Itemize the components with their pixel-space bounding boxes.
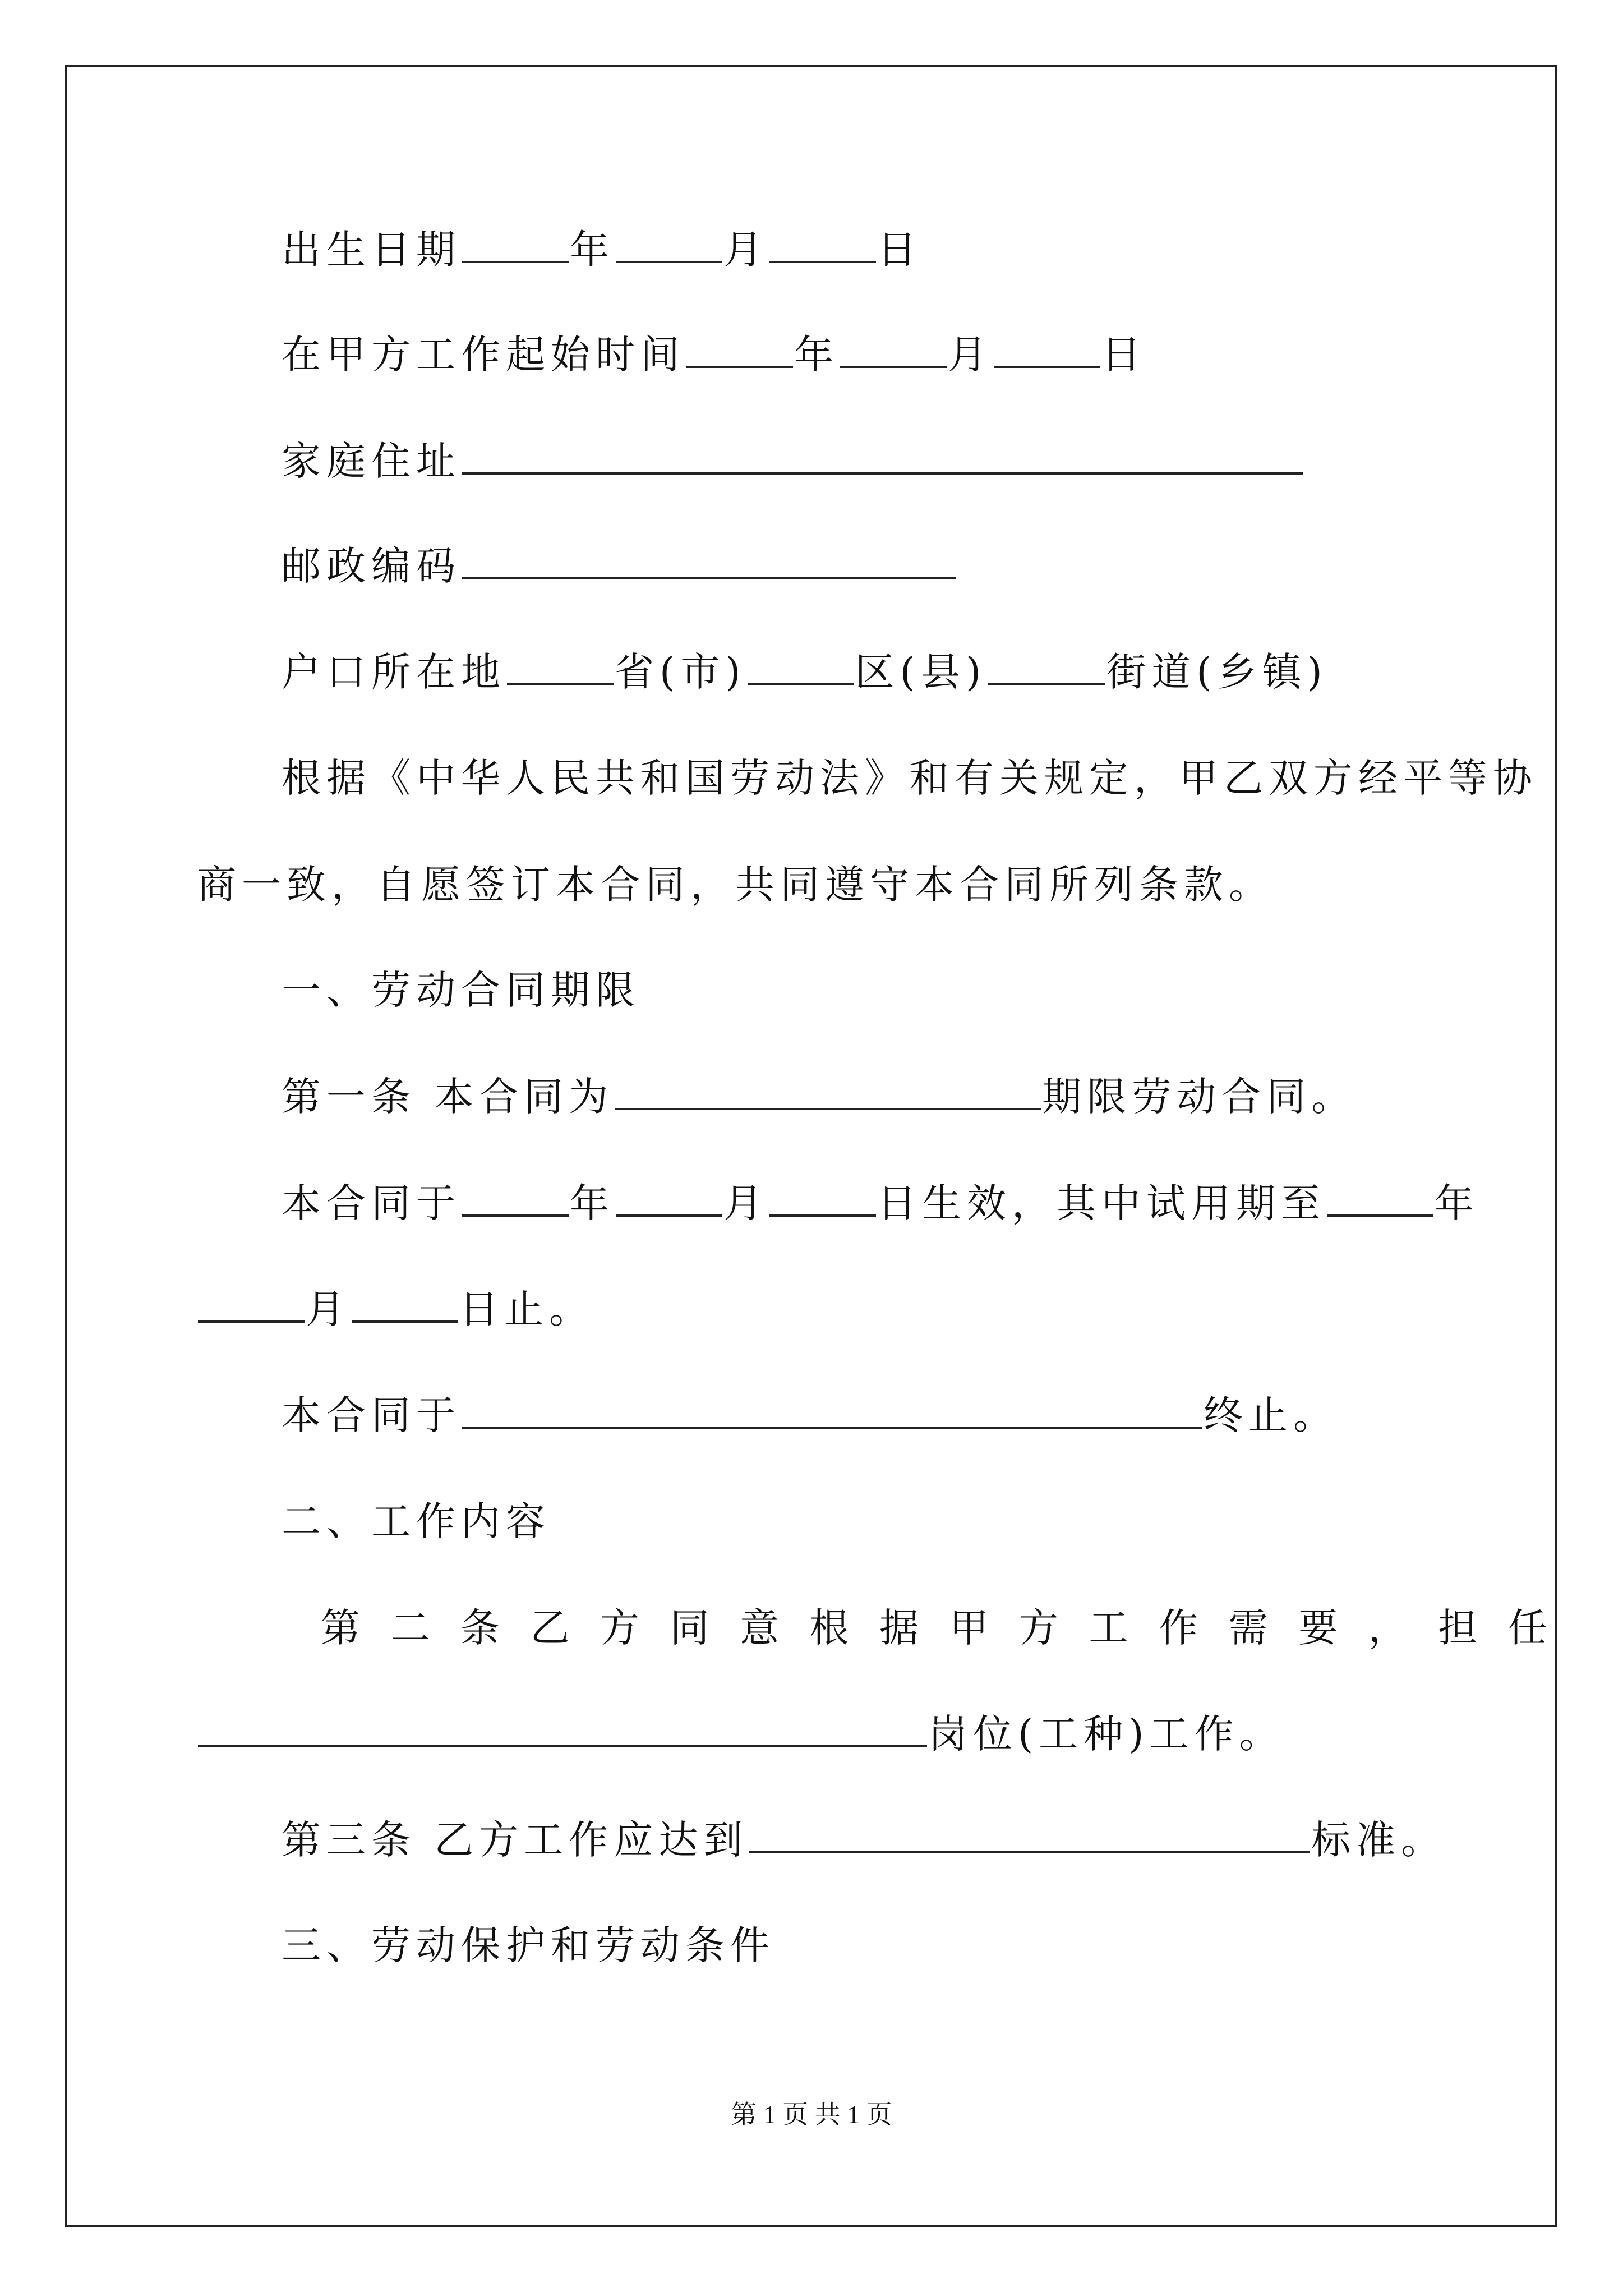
effective-line-2 [197,1284,594,1335]
address-line [282,436,1304,486]
month-label: 月 [948,332,993,378]
blank-field[interactable] [615,1073,1041,1110]
article-2-char: 根 [809,1605,849,1651]
article-2-char: 据 [879,1605,919,1651]
blank-field[interactable] [769,226,876,263]
intro-line-2: 商一致，自愿签订本合同，共同遵守本合同所列条款。 [197,862,1274,908]
article-2-char: 任 [1507,1605,1547,1651]
street-label: 街道(乡镇) [1106,649,1328,695]
year-label: 年 [1435,1180,1479,1226]
effective-line [282,1178,1479,1228]
page-border [65,65,1557,2227]
blank-field[interactable] [616,1180,722,1217]
termination-post: 终止。 [1204,1392,1338,1438]
article-1-post: 期限劳动合同。 [1042,1074,1357,1120]
article-2-char: 同 [670,1605,709,1651]
article-2-char: 二 [390,1605,430,1651]
article-2-char: 作 [1159,1605,1198,1651]
blank-field[interactable] [994,331,1100,368]
blank-field[interactable] [462,1392,1202,1429]
section-1-heading: 一、劳动合同期限 [282,967,640,1013]
blank-field[interactable] [462,438,1303,475]
year-label: 年 [794,332,839,378]
blank-field[interactable] [198,1710,927,1747]
article-2-char: ， [1368,1605,1408,1651]
effective-end: 日止。 [459,1286,594,1332]
article-2-char: 方 [600,1605,640,1651]
article-2-char: 乙 [530,1605,570,1651]
blank-field[interactable] [686,331,793,368]
article-2-char: 方 [1019,1605,1059,1651]
day-label: 日 [1101,332,1146,378]
article-1-line [282,1071,1356,1122]
birth-date-line [282,224,922,275]
blank-field[interactable] [748,648,854,685]
blank-field[interactable] [749,1816,1310,1853]
address-label: 家庭住址 [282,438,461,484]
termination-line [282,1390,1338,1441]
day-label: 日 [877,227,922,273]
hukou-line [282,647,1328,697]
article-2-char: 要 [1298,1605,1338,1651]
province-label: 省(市) [615,649,746,695]
section-3-heading: 三、劳动保护和劳动条件 [282,1922,775,1968]
effective-mid: 日生效，其中试用期至 [877,1180,1326,1226]
blank-field[interactable] [462,226,569,263]
article-2-post: 岗位(工种)工作。 [928,1711,1284,1757]
month-label: 月 [723,1180,768,1226]
page-footer: 第 1 页 共 1 页 [731,2100,892,2129]
blank-field[interactable] [840,331,947,368]
article-2-char: 条 [460,1605,500,1651]
blank-field[interactable] [507,648,614,685]
blank-field[interactable] [462,542,956,579]
postcode-label: 邮政编码 [282,543,461,589]
start-date-line [282,329,1146,380]
termination-pre: 本合同于 [282,1392,461,1438]
article-2-char: 工 [1089,1605,1128,1651]
start-date-label: 在甲方工作起始时间 [282,332,685,378]
district-label: 区(县) [855,649,987,695]
hukou-label: 户口所在地 [282,649,506,695]
blank-field[interactable] [1327,1180,1433,1217]
article-3-post: 标准。 [1311,1817,1446,1863]
blank-field[interactable] [352,1286,458,1323]
blank-field[interactable] [616,226,722,263]
article-2-line [321,1603,1547,1653]
blank-field[interactable] [769,1180,876,1217]
effective-pre: 本合同于 [282,1180,461,1226]
intro-line-1: 根据《中华人民共和国劳动法》和有关规定，甲乙双方经平等协 [282,755,1538,801]
section-2-heading: 二、工作内容 [282,1498,551,1544]
birth-date-label: 出生日期 [282,227,461,273]
article-2-char: 意 [740,1605,780,1651]
blank-field[interactable] [198,1286,305,1323]
blank-field[interactable] [462,1180,569,1217]
article-2-char: 甲 [949,1605,989,1651]
article-3-line [282,1815,1446,1865]
month-label: 月 [723,227,768,273]
article-2-char: 第 [321,1605,360,1651]
year-label: 年 [570,227,615,273]
article-1-pre: 第一条 本合同为 [282,1074,614,1120]
article-2-line-2 [197,1709,1284,1759]
article-2-char: 担 [1438,1605,1478,1651]
postcode-line [282,541,957,591]
article-3-pre: 第三条 乙方工作应达到 [282,1817,749,1863]
year-label: 年 [570,1180,615,1226]
month-label: 月 [306,1286,351,1332]
blank-field[interactable] [988,648,1105,685]
article-2-char: 需 [1228,1605,1268,1651]
